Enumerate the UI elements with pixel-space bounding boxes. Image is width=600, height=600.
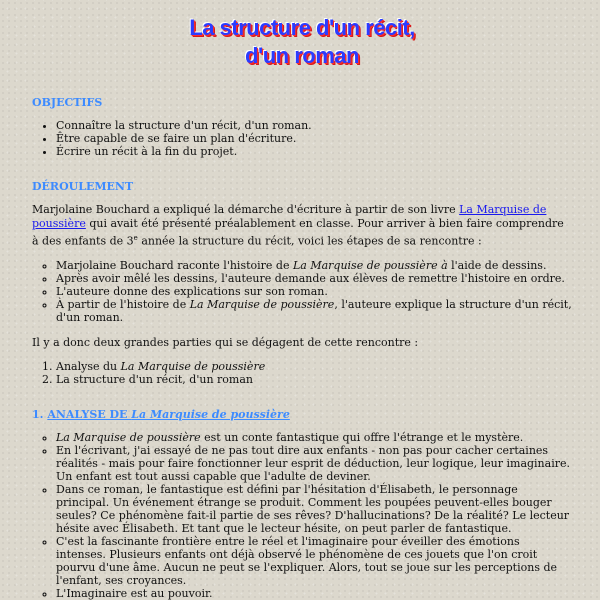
deroulement-heading: DÉROULEMENT [32, 180, 134, 193]
list-item: ◦ La Marquise de poussière est un conte fantastique qui offre l'étrange et le mystère. [56, 431, 572, 444]
parts-list [32, 360, 572, 386]
list-item: ◦ Marjolaine Bouchard raconte l'histoire de La Marquise de poussière à l'aide de dessins. [56, 259, 572, 272]
list-item: • Connaître la structure d'un récit, d'un roman. [56, 119, 572, 132]
parts-intro: Il y a donc deux grandes parties qui se dégagent de cette rencontre : [32, 335, 419, 349]
analyse-heading: 1. ANALYSE DE La Marquise de poussière [32, 407, 290, 421]
intro-text: année la structure du récit, voici les étapes de sa rencontre : [137, 234, 482, 248]
objectifs-heading: OBJECTIFS [32, 96, 103, 109]
document-page [32, 0, 572, 600]
list-item: • Écrire un récit à la fin du projet. [56, 145, 572, 158]
list-item: ◦ En l'écrivant, j'ai essayé de ne pas tout dire aux enfants - non pas pour cacher certaines réalités - mais pour faire fonctionner leur esprit de déduction, leur logique, leur imaginaire. Un enfant est tout aussi capable que l'adulte de deviner. [56, 444, 572, 483]
objectifs-list [32, 119, 572, 158]
analyse-list [32, 431, 572, 600]
analyse-anchor-link[interactable]: ANALYSE DE La Marquise de poussière [47, 407, 290, 421]
page-title [32, 14, 572, 70]
marquise-link[interactable]: La Marquise de poussière [32, 203, 547, 230]
list-item: ◦ L'Imaginaire est au pouvoir. [56, 587, 572, 600]
list-item: ◦ C'est la fascinante frontière entre le réel et l'imaginaire pour éveiller des émotions intenses. Plusieurs enfants ont déjà observé le phénomène de ces jouets que l'on croit pourvu d'une âme. Aucun ne peut se l'expliquer. Alors, tout se joue sur les perceptions de l'enfant, ses croyances. [56, 535, 572, 587]
list-item: 1. Analyse du La Marquise de poussière [56, 360, 572, 373]
superscript: e [133, 234, 138, 242]
list-item: ◦ Après avoir mêlé les dessins, l'auteure demande aux élèves de remettre l'histoire en ordre. [56, 272, 572, 285]
list-item: ◦ Dans ce roman, le fantastique est défini par l'hésitation d'Élisabeth, le personnage principal. Un événement étrange se produit. Comment les poupées peuvent-elles bouger seules? Ce phénomène fait-il partie de ses rêves? D'hallucinations? De la réalité? Le lecteur hésite avec Élisabeth. Et tant que le lecteur hésite, on peut parler de fantastique. [56, 483, 572, 535]
intro-text: Marjolaine Bouchard a expliqué la démarche d'écriture à partir de son livre [32, 203, 460, 216]
intro-text: qui avait été présenté préalablement en classe. Pour arriver à bien faire comprendre à des enfants de 3 [32, 217, 564, 248]
list-item: ◦ L'auteure donne des explications sur son roman. [56, 285, 572, 298]
list-item: 2. La structure d'un récit, d'un roman [56, 373, 572, 386]
steps-list [32, 259, 572, 324]
title-line-1: La structure d'un récit, [189, 15, 415, 40]
list-item: • Être capable de se faire un plan d'écriture. [56, 132, 572, 145]
deroulement-intro [32, 203, 572, 249]
title-line-2: d'un roman [245, 43, 359, 68]
list-item: ◦ À partir de l'histoire de La Marquise de poussière, l'auteure explique la structure d'un récit, d'un roman. [56, 298, 572, 324]
